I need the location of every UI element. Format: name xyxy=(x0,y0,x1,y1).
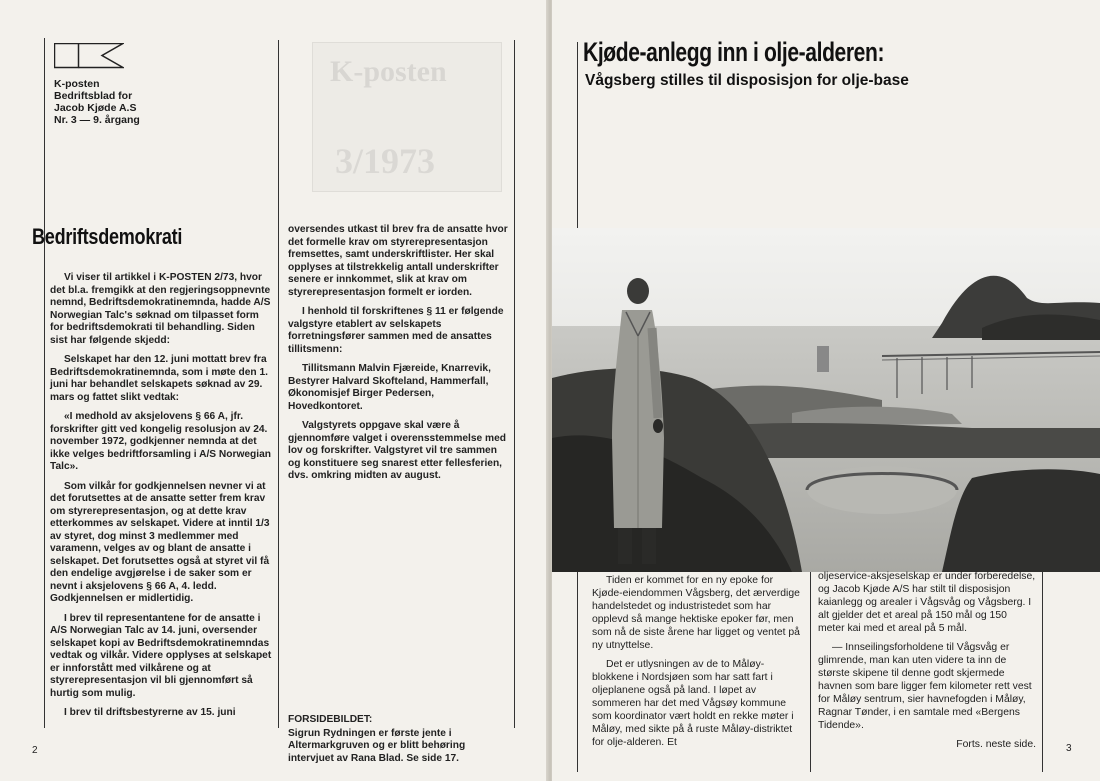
left-page xyxy=(0,0,548,781)
article-column-2 xyxy=(288,224,508,490)
paragraph: Valgstyrets oppgave skal være å gjennomføre valget i overensstemmelse med lov og forskrifter. Valgstyret vil tre sammen og konstituere seg snarest etter fellesferien, dvs. omkring midten av august. xyxy=(288,420,506,481)
paragraph: «I medhold av aksjelovens § 66 A, jfr. forskrifter gitt ved kongelig resolusjon av 24. november 1972, godkjenner nemnda at det ikke velges bedriftforsamling i A/S Norwegian Talc». xyxy=(50,411,271,472)
masthead-line: Nr. 3 — 9. årgang xyxy=(54,114,140,126)
column-rule xyxy=(44,38,45,728)
paragraph: Tiden er kommet for en ny epoke for Kjøde-eiendommen Vågsberg, det ærverdige handelstedet og industristedet som har opplevd så mange hektiske epoker før, men som nå de siste årene har ligget og ventet på ny utnyttelse. xyxy=(592,575,800,651)
paragraph: I brev til driftsbestyrerne av 15. juni xyxy=(64,707,236,718)
article-heading: Kjøde-anlegg inn i olje-alderen: xyxy=(583,37,885,67)
column-rule xyxy=(514,40,515,728)
paragraph: Tillitsmann Malvin Fjæreide, Knarrevik, Bestyrer Halvard Skofteland, Hammerfall, Økonomisjef Birger Pedersen, Hovedkontoret. xyxy=(288,363,491,412)
paragraph: I henhold til forskriftenes § 11 er følgende valgstyre etablert av selskapets forretningsfører sammen med de ansattes tillitsmenn: xyxy=(288,306,504,355)
column-rule xyxy=(810,572,811,772)
paragraph: Vi viser til artikkel i K-POSTEN 2/73, hvor det bl.a. fremgikk at den regjeringsoppnevnte nemnd, Bedriftsdemokratinemnda, hadde A/S Norwegian Talc's søknad om tilpasset form for bedriftsdemokrati til behandling. Siden sist har følgende skjedd: xyxy=(50,272,271,346)
masthead-line: K-posten xyxy=(54,78,100,90)
paragraph: — Innseilingsforholdene til Vågsvåg er glimrende, man kan uten videre ta inn de største skipene til denne godt skjermede havnen som bare ligger fem kilometer rett vest for Måløy sentrum, sier havnefogden i Måløy, Ragnar Tønder, i en samtale med «Bergens Tidende». xyxy=(818,642,1032,731)
paragraph: Det er utlysningen av de to Måløy-blokkene i Nordsjøen som har satt fart i oljeplanene også på land. I løpet av sommeren har det med Vågsøy kommune som koordinator vært holdt en rekke møter i Måløy, med sikte på å ruste Måløy-distriktet for olje-alderen. Et xyxy=(592,659,794,748)
column-rule xyxy=(1042,572,1043,772)
paragraph: Som vilkår for godkjennelsen nevner vi at det forutsettes at de ansatte setter frem krav om styrerepresentasjon, og at dette krav etterkommes av selskapet. Videre at inntil 1/3 av styret, dog minst 3 medlemmer med varamenn, velges av og blant de ansatte i selskapet. Det forutsettes også at styret vil få den endelige avgjørelse i de saker som er nevnt i aksjelovens § 66 A, 4. ledd. Godkjennelsen er midlertidig. xyxy=(50,480,270,604)
paragraph: I brev til representantene for de ansatte i A/S Norwegian Talc av 14. juni, oversender selskapet kopi av Bedriftsdemokratinemndas vedtak og vilkår. Videre opplyses at selskapet er innforstått med vilkårene og at styrerepresentasjon vil bli gjennomført så hurtig som mulig. xyxy=(50,612,272,699)
paragraph: oversendes utkast til brev fra de ansatte hvor det formelle krav om styrerepresentasjon fremsettes, samt underskriftlister. Her skal opplyses at tilstrekkelig antall underskrifter senere er innkommet, slik at krav om styrerepresentasjon formelt er iorden. xyxy=(288,224,508,298)
harbour-photo xyxy=(552,228,1100,572)
k-logo-icon xyxy=(54,43,124,69)
ghost-cover-title: K-posten xyxy=(330,55,447,88)
caption-title: FORSIDEBILDET: xyxy=(288,714,373,725)
masthead-line: Bedriftsblad for xyxy=(54,90,133,102)
continued-note: Forts. neste side. xyxy=(956,739,1036,750)
article-column-1 xyxy=(592,574,802,755)
cover-photo-caption xyxy=(288,714,508,765)
paragraph: Selskapet har den 12. juni mottatt brev fra Bedriftsdemokratinemnda, som i møte den 1. juni har behandlet selskapets søknad av 29. mars og fattet slikt vedtak: xyxy=(50,354,268,403)
article-heading: Bedriftsdemokrati xyxy=(32,224,183,249)
caption-text: Sigrun Rydningen er første jente i Altermarkgruven og er blitt behøring intervjuet av Rana Blad. Se side 17. xyxy=(288,727,466,764)
column-rule xyxy=(278,40,279,728)
page-number: 3 xyxy=(1066,743,1072,754)
masthead xyxy=(54,78,140,126)
ghost-cover-panel xyxy=(312,42,502,192)
paragraph: oljeservice-aksjeselskap er under forberedelse, og Jacob Kjøde A/S har stilt til disposisjon kaianlegg og arealer i Vågsvåg og Vågsberg. I alt gjelder det et areal på 150 mål og 150 meter kai med et areal på 5 mål. xyxy=(818,571,1036,634)
article-subheading: Vågsberg stilles til disposisjon for olje-base xyxy=(585,72,909,89)
masthead-line: Jacob Kjøde A.S xyxy=(54,102,137,114)
article-column-2 xyxy=(818,570,1036,751)
article-column-1 xyxy=(50,272,274,727)
page-number: 2 xyxy=(32,745,38,756)
ghost-cover-issue: 3/1973 xyxy=(335,141,436,181)
